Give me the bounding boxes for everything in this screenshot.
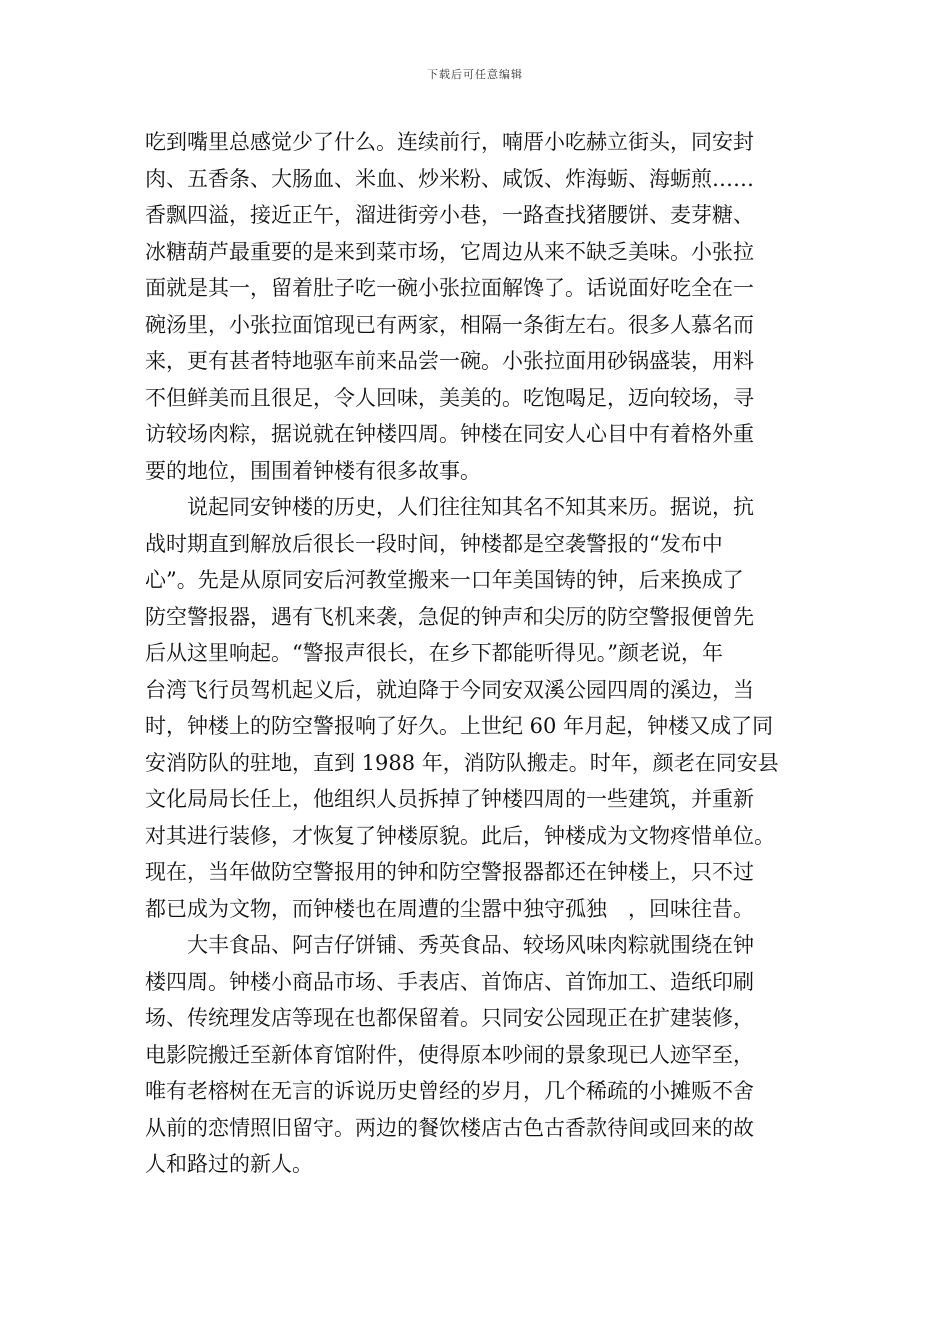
text-line: 现在，当年做防空警报用的钟和防空警报器都还在钟楼上，只不过 bbox=[145, 860, 754, 884]
text-line: 说起同安钟楼的历史，人们往往知其名不知其来历。据说，抗 bbox=[145, 495, 754, 519]
document-body bbox=[145, 124, 825, 1183]
text-line: 场、传统理发店等现在也都保留着。只同安公园现正在扩建装修， bbox=[145, 1006, 754, 1030]
text-line: 都已成为文物，而钟楼也在周遭的尘嚣中独守孤独 ，回味往昔。 bbox=[145, 896, 754, 921]
text-line: 碗汤里，小张拉面馆现已有两家，相隔一条街左右。很多人慕名而 bbox=[145, 312, 754, 337]
text-line: 时，钟楼上的防空警报响了好久。上世纪 60 年月起，钟楼又成了同 bbox=[145, 714, 774, 738]
text-line: 心”。先是从原同安后河教堂搬来一口年美国铸的钟，后来换成了 bbox=[145, 568, 744, 592]
text-line: 防空警报器，遇有飞机来袭，急促的钟声和尖厉的防空警报便曾先 bbox=[145, 604, 754, 629]
text-line: 对其进行装修，才恢复了钟楼原貌。此后，钟楼成为文物疼惜单位。 bbox=[145, 823, 775, 848]
text-line: 电影院搬迁至新体育馆附件，使得原本吵闹的景象现已人迹罕至， bbox=[145, 1042, 754, 1067]
text-line: 吃到嘴里总感觉少了什么。连续前行，喃厝小吃赫立街头，同安封 bbox=[145, 130, 754, 154]
text-line: 人和路过的新人。 bbox=[145, 1152, 313, 1176]
text-line: 从前的恋情照旧留守。两边的餐饮楼店古色古香款待间或回来的故 bbox=[145, 1115, 754, 1140]
text-line: 面就是其一，留着肚子吃一碗小张拉面解馋了。话说面好吃全在一 bbox=[145, 276, 754, 300]
text-line: 不但鲜美而且很足，令人回味，美美的。吃饱喝足，迈向较场，寻 bbox=[145, 385, 754, 410]
text-line: 文化局局长任上，他组织人员拆掉了钟楼四周的一些建筑，并重新 bbox=[145, 787, 754, 811]
paragraph-2 bbox=[145, 489, 825, 927]
text-line: 香飘四溢，接近正午，溜进街旁小巷，一路查找猪腰饼、麦芽糖、 bbox=[145, 203, 754, 227]
text-line: 楼四周。钟楼小商品市场、手表店、首饰店、首饰加工、造纸印刷 bbox=[145, 969, 754, 994]
text-line: 唯有老榕树在无言的诉说历史曾经的岁月，几个稀疏的小摊贩不舍 bbox=[145, 1079, 754, 1103]
text-line: 安消防队的驻地，直到 1988 年，消防队搬走。时年，颜老在同安县 bbox=[145, 750, 779, 775]
page-header: 下载后可任意编辑 bbox=[427, 68, 523, 81]
paragraph-3 bbox=[145, 927, 825, 1183]
text-line: 肉、五香条、大肠血、米血、炒米粉、咸饭、炸海蛎、海蛎煎…… bbox=[145, 166, 754, 191]
text-line: 来，更有甚者特地驱车前来品尝一碗。小张拉面用砂锅盛装，用料 bbox=[145, 349, 754, 373]
paragraph-1 bbox=[145, 124, 825, 489]
text-line: 冰糖葫芦最重要的是来到菜市场，它周边从来不缺乏美味。小张拉 bbox=[145, 239, 754, 264]
text-line: 战时期直到解放后很长一段时间，钟楼都是空袭警报的“发布中 bbox=[145, 531, 723, 556]
text-line: 访较场肉粽，据说就在钟楼四周。钟楼在同安人心目中有着格外重 bbox=[145, 422, 754, 446]
text-line: 大丰食品、阿吉仔饼铺、秀英食品、较场风味肉粽就围绕在钟 bbox=[145, 933, 754, 957]
text-line: 要的地位，围围着钟楼有很多故事。 bbox=[145, 458, 481, 483]
text-line: 台湾飞行员驾机起义后，就迫降于今同安双溪公园四周的溪边，当 bbox=[145, 677, 754, 702]
text-line: 后从这里响起。“警报声很长，在乡下都能听得见。”颜老说，年 bbox=[145, 641, 723, 665]
